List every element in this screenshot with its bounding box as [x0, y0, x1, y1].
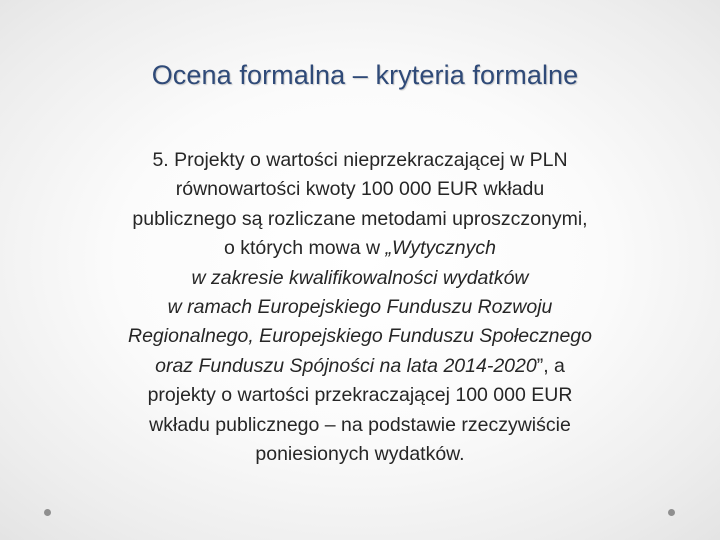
italic-text-run: oraz Funduszu Spójności na lata 2014-2020 [155, 354, 537, 377]
italic-text-run: „Wytycznych [385, 237, 496, 260]
text-run: 5. Projekty o wartości nieprzekraczającej w PLN [152, 149, 568, 171]
body-line [60, 381, 660, 410]
body-line [60, 322, 660, 351]
italic-text-run: w zakresie kwalifikowalności wydatków [191, 266, 529, 289]
text-run: poniesionych wydatków. [255, 443, 465, 466]
decorative-dot-left [44, 509, 51, 516]
text-run: publicznego są rozliczane metodami uproszczonymi, [132, 207, 588, 230]
body-line [60, 234, 660, 263]
text-run: ”, a [536, 354, 565, 377]
text-run: projekty o wartości przekraczającej 100 000 EUR [147, 384, 573, 407]
body-line [60, 175, 660, 204]
text-run: o których mowa w [224, 237, 386, 260]
body-line [60, 146, 660, 175]
italic-text-run: Regionalnego, Europejskiego Funduszu Społecznego [128, 325, 592, 348]
text-run: równowartości kwoty 100 000 EUR wkładu [175, 178, 545, 201]
decorative-dot-right [668, 509, 675, 516]
body-line [60, 440, 660, 469]
italic-text-run: w ramach Europejskiego Funduszu Rozwoju [167, 296, 553, 319]
body-line [60, 411, 660, 440]
body-line [60, 264, 660, 293]
slide-body-text [60, 146, 660, 469]
slide-title: Ocena formalna – kryteria formalne [151, 60, 579, 90]
body-line [60, 205, 660, 234]
body-line [60, 352, 660, 381]
body-line [60, 293, 660, 322]
text-run: wkładu publicznego – na podstawie rzeczywiście [149, 413, 571, 436]
